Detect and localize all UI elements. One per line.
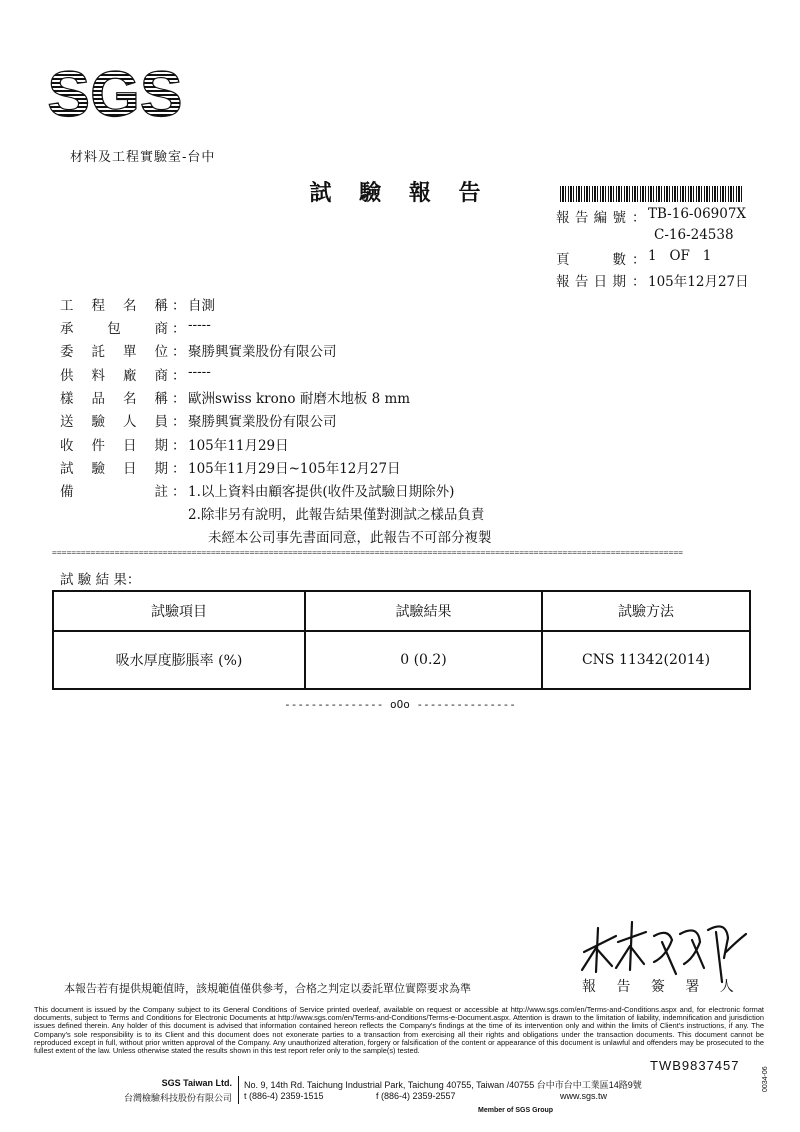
report-title: 試 驗 報 告 [309,180,491,206]
col-header-method: 試驗方法 [542,591,750,631]
report-no-1: TB-16-06907X [648,206,747,222]
doc-id: TWB9837457 [650,1058,740,1073]
report-no-2: C-16-24538 [654,227,734,243]
col-header-result: 試驗結果 [305,591,542,631]
cell-item: 吸水厚度膨脹率 (%) [53,631,305,689]
side-code: 0034-06 [762,1066,769,1092]
cell-result: 0 (0.2) [305,631,542,689]
report-meta: 報告編號 ： TB-16-06907X C-16-24538 頁 數 ： 1 OF 1 報告日期 ： 105年12月27日 [556,206,749,290]
results-table [52,590,751,690]
table-header-row [53,591,750,631]
remark-line-2: 2.除非另有說明，此報告結果僅對測試之樣品負責 [188,507,485,523]
sgs-logo [47,58,183,130]
company-tel: t (886-4) 2359-1515 [244,1091,324,1101]
field-sample: 樣品名稱 ： 歐洲swiss krono 耐磨木地板 8 mm [60,391,411,407]
company-zh: 台灣檢驗科技股份有限公司 [123,1093,232,1103]
field-test-date: 試驗日期 ： 105年11月29日~105年12月27日 [60,461,401,477]
footer-divider [238,1076,239,1104]
field-submitter: 送驗人員 ： 聚勝興實業股份有限公司 [60,414,337,430]
field-remarks: 備註 ： 1.以上資料由顧客提供(收件及試驗日期除外) [60,484,455,500]
double-dash-divider: =================================================================================================================================== [52,548,683,557]
svg-text:SGS: SGS [47,58,183,130]
company-address: No. 9, 14th Rd. Taichung Industrial Park, Taichung 40755, Taiwan /40755 台中市台中工業區14路9號 [244,1080,642,1090]
member-of-sgs: Member of SGS Group [478,1107,554,1114]
signature-label: 報 告 簽 署 人 [582,979,742,995]
field-received-date: 收件日期 ： 105年11月29日 [60,438,289,454]
end-mark: --------------- oOo --------------- [284,698,516,711]
table-row [53,631,750,689]
company-en: SGS Taiwan Ltd. [161,1078,232,1088]
company-web: www.sgs.tw [560,1091,608,1101]
disclaimer-text: This document is issued by the Company subject to its General Conditions of Service printed overleaf, available on request or accessible at http://www.sgs.com/en/Terms-and-Conditions.aspx and, for electronic format documents, subject to Terms and Conditions for Electronic Documents at http://www.sgs.com/en/Terms-and-Conditions/Terms-e-Document.aspx. Attention is drawn to the limitation of liability, indemnification and jurisdiction issues defined therein. Any holder of this document is advised that information contained hereon reflects the Company's findings at the time of its intervention only and within the limits of Client's instructions, if any. The Company's sole responsibility is to its Client and this document does not exonerate parties to a transaction from exercising all their rights and obligations under the transaction documents. This document cannot be reproduced except in full, without prior written approval of the Company. Any unauthorized alteration, forgery or falsification of the content or appearance of this document is unlawful and offenders may be prosecuted to the fullest extent of the law. Unless otherwise stated the results shown in this test report refer only to the sample(s) tested. [34,1005,764,1056]
report-no-label: 報告編號 [556,210,628,226]
page-label: 頁 數 [556,252,628,268]
date-value: 105年12月27日 [648,274,749,290]
remark-line-3: 未經本公司事先書面同意，此報告不可部分複製 [208,530,492,546]
lab-name: 材料及工程實驗室-台中 [70,150,216,165]
date-label: 報告日期 [556,274,628,290]
field-contractor: 承包商 ： ----- [60,317,211,337]
barcode [560,186,742,202]
company-fax: f (886-4) 2359-2557 [376,1091,456,1101]
results-label: 試 驗 結 果： [60,572,141,588]
cell-method: CNS 11342(2014) [542,631,750,689]
page-value: 1 OF 1 [648,248,712,264]
col-header-item: 試驗項目 [53,591,305,631]
field-client: 委託單位 ： 聚勝興實業股份有限公司 [60,344,337,360]
field-project: 工程名稱 ： 自測 [60,298,215,314]
field-supplier: 供料廠商 ： ----- [60,364,211,384]
spec-note: 本報告若有提供規範值時，該規範值僅供參考，合格之判定以委託單位實際要求為準 [64,982,471,995]
